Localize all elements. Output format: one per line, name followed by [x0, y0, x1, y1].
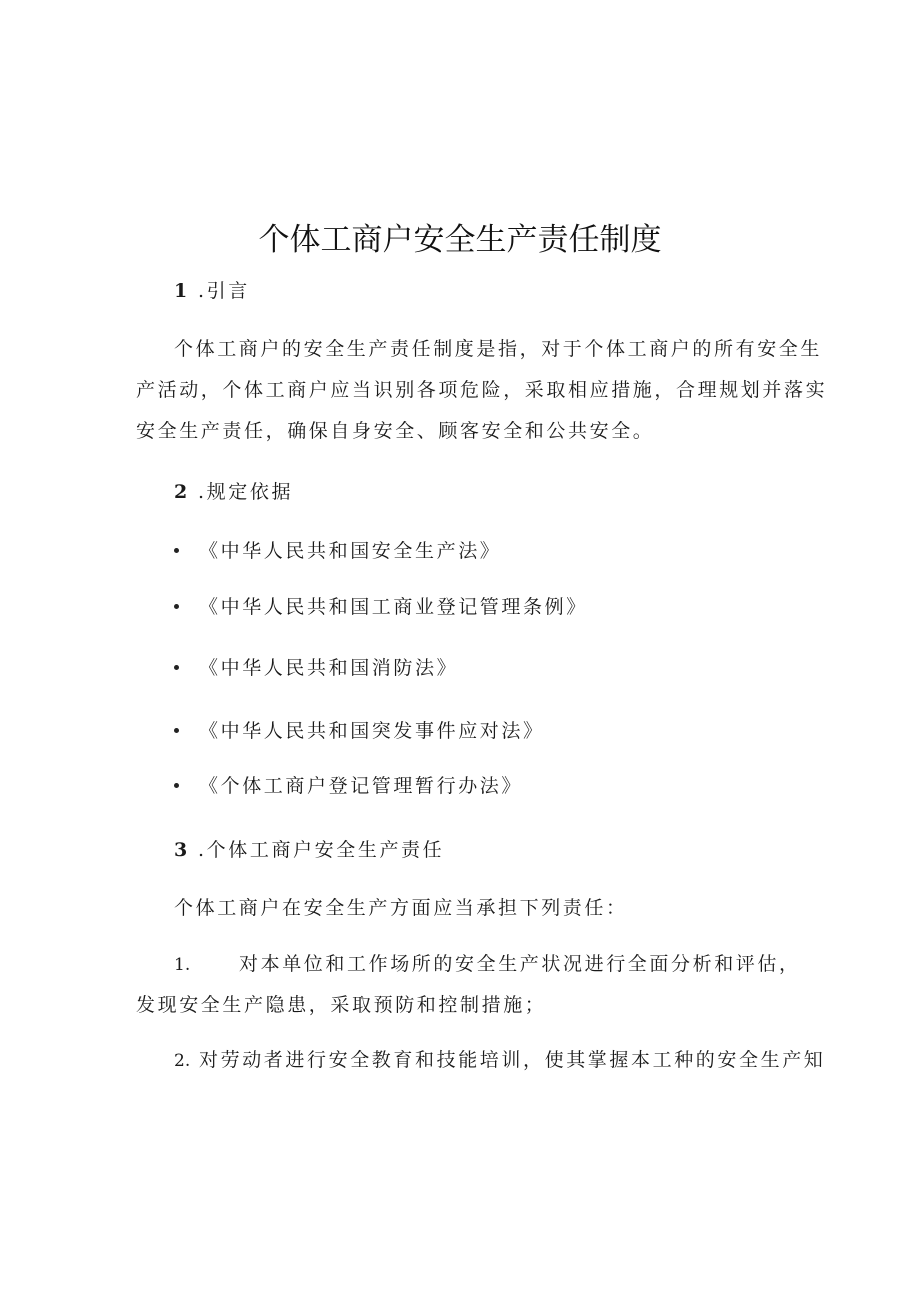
section-3-heading-text: .个体工商户安全生产责任: [198, 839, 445, 861]
section-1-paragraph-line: 个体工商户的安全生产责任制度是指，对于个体工商户的所有安全生: [174, 338, 823, 360]
document-title: 个体工商户安全生产责任制度: [258, 222, 662, 258]
section-3-heading: [174, 839, 444, 862]
bullet-dot-icon: [174, 548, 179, 553]
bullet-dot-icon: [174, 783, 179, 788]
bullet-dot-icon: [174, 604, 179, 609]
section-2-heading: [174, 481, 293, 504]
responsibility-item-1-line: 发现安全生产隐患，采取预防和控制措施；: [136, 994, 547, 1016]
legal-basis-list-item: [174, 720, 545, 743]
legal-basis-title: 《中华人民共和国工商业登记管理条例》: [199, 596, 588, 618]
legal-basis-list-item: [174, 775, 523, 798]
section-2-number: 2: [174, 481, 188, 503]
responsibility-item-1-number: 1.: [174, 955, 191, 975]
responsibility-item-2-number: 2.: [174, 1051, 191, 1071]
legal-basis-list-item: [174, 657, 458, 680]
section-1-heading-text: .引言: [198, 280, 250, 302]
responsibility-item-2-line: 对劳动者进行安全教育和技能培训，使其掌握本工种的安全生产知: [199, 1049, 826, 1071]
legal-basis-title: 《中华人民共和国安全生产法》: [199, 540, 502, 562]
section-1-heading: [174, 280, 250, 303]
section-3-number: 3: [174, 839, 188, 861]
responsibility-item-number: [174, 1049, 190, 1073]
section-2-heading-text: .规定依据: [198, 481, 294, 503]
legal-basis-list-item: [174, 596, 588, 619]
section-3-intro: 个体工商户在安全生产方面应当承担下列责任：: [174, 897, 628, 919]
section-1-paragraph-line: 安全生产责任，确保自身安全、顾客安全和公共安全。: [136, 420, 655, 442]
legal-basis-title: 《个体工商户登记管理暂行办法》: [199, 775, 524, 797]
section-1-number: 1: [174, 280, 188, 302]
section-1-paragraph-line: 产活动，个体工商户应当识别各项危险，采取相应措施，合理规划并落实: [136, 379, 828, 401]
responsibility-item-number: [174, 953, 190, 977]
bullet-dot-icon: [174, 665, 179, 670]
legal-basis-title: 《中华人民共和国消防法》: [199, 657, 459, 679]
legal-basis-title: 《中华人民共和国突发事件应对法》: [199, 720, 545, 742]
bullet-dot-icon: [174, 728, 179, 733]
legal-basis-list-item: [174, 540, 501, 563]
responsibility-item-1-line: 对本单位和工作场所的安全生产状况进行全面分析和评估，: [239, 953, 801, 975]
